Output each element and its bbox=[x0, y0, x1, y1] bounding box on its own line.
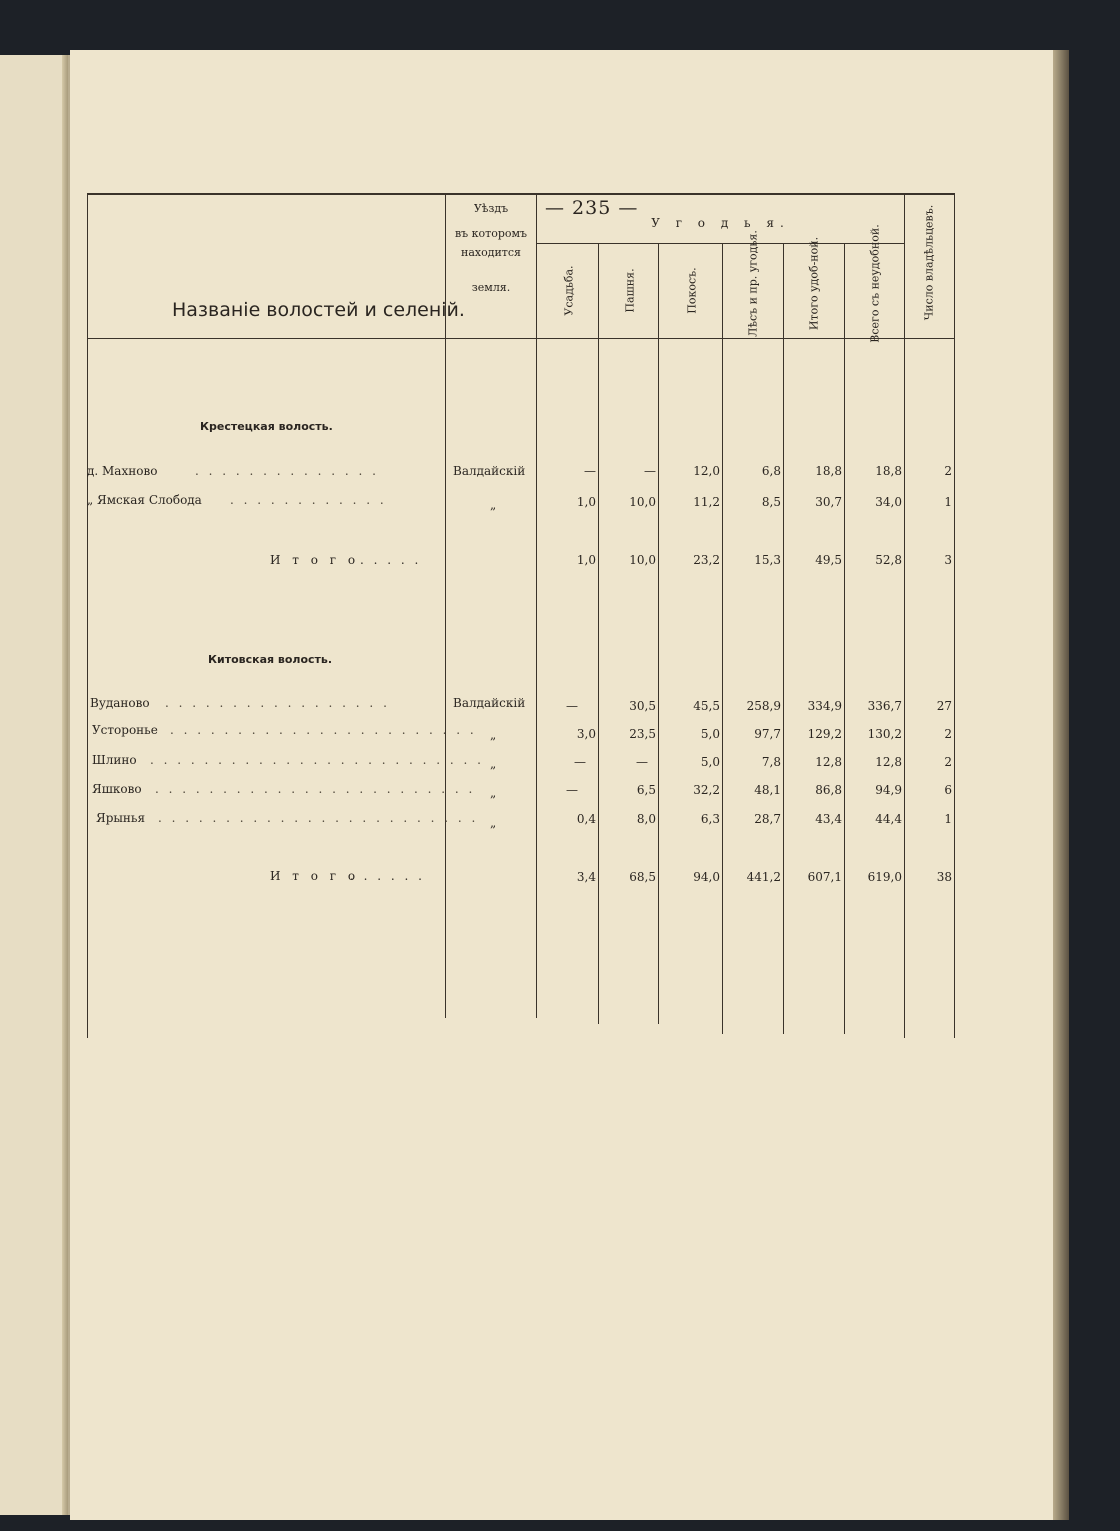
page-number: — 235 — bbox=[545, 197, 639, 219]
col-header-pokos: Покосъ. bbox=[685, 267, 699, 314]
itogo-udobnoi-cell: 86,8 bbox=[815, 783, 842, 797]
settlement-name: Вуданово bbox=[90, 696, 150, 710]
settlement-name: Яшково bbox=[92, 782, 142, 796]
les-cell: 441,2 bbox=[746, 870, 781, 884]
dot-leader: . . . . . bbox=[360, 553, 422, 567]
left-page-edge bbox=[0, 55, 70, 1515]
pashnya-cell: — bbox=[636, 755, 648, 769]
uezd-column-header bbox=[446, 201, 536, 295]
vsego-cell: 18,8 bbox=[875, 464, 902, 478]
col-divider-uezd bbox=[536, 193, 537, 1018]
itogo-udobnoi-cell: 607,1 bbox=[807, 870, 842, 884]
chislo-cell: 2 bbox=[944, 755, 952, 769]
total-label: И т о г о bbox=[270, 869, 360, 883]
col-divider-4 bbox=[783, 244, 784, 1034]
usadba-cell: — bbox=[566, 699, 578, 713]
vsego-cell: 130,2 bbox=[867, 727, 902, 741]
col-header-les: Лѣсъ и пр. угодья. bbox=[746, 230, 760, 337]
pokos-cell: 5,0 bbox=[700, 727, 720, 741]
itogo-udobnoi-cell: 18,8 bbox=[815, 464, 842, 478]
left-page-fold bbox=[62, 55, 68, 1515]
pokos-cell: 12,0 bbox=[693, 464, 720, 478]
ugodya-title-underline bbox=[536, 243, 904, 244]
right-page-edge bbox=[1053, 50, 1069, 1520]
table-top-border bbox=[87, 193, 954, 195]
pokos-cell: 45,5 bbox=[693, 699, 720, 713]
name-column-header: Названіе волостей и селеній. bbox=[172, 299, 465, 321]
chislo-cell: 38 bbox=[936, 870, 952, 884]
les-cell: 97,7 bbox=[754, 727, 781, 741]
pokos-cell: 32,2 bbox=[693, 783, 720, 797]
settlement-name: Устороньe bbox=[92, 723, 158, 737]
uezd-header-line-1: Уѣздъ bbox=[473, 202, 509, 215]
section-title: Китовская волость. bbox=[208, 653, 333, 666]
vsego-cell: 52,8 bbox=[875, 553, 902, 567]
usadba-cell: — bbox=[566, 783, 578, 797]
col-divider-7 bbox=[954, 193, 955, 1038]
vsego-cell: 336,7 bbox=[867, 699, 902, 713]
pashnya-cell: — bbox=[644, 464, 656, 478]
col-divider-3 bbox=[722, 244, 723, 1034]
pokos-cell: 6,3 bbox=[700, 812, 720, 826]
uezd-cell: Валдайскій bbox=[453, 464, 526, 478]
uezd-header-line-4: земля. bbox=[471, 281, 511, 294]
col-header-vsego: Всего съ неудобной. bbox=[868, 224, 882, 343]
dot-leader: . . . . . . . . . . . . . . bbox=[195, 464, 379, 478]
pokos-cell: 11,2 bbox=[693, 495, 720, 509]
document-page bbox=[70, 50, 1053, 1520]
col-divider-6 bbox=[904, 193, 905, 1038]
col-header-pashnya: Пашня. bbox=[623, 268, 637, 313]
col-divider-2 bbox=[658, 244, 659, 1024]
pokos-cell: 23,2 bbox=[693, 553, 720, 567]
vsego-cell: 619,0 bbox=[867, 870, 902, 884]
total-label: И т о г о bbox=[270, 553, 360, 567]
vsego-cell: 12,8 bbox=[875, 755, 902, 769]
pashnya-cell: 30,5 bbox=[629, 699, 656, 713]
col-divider-1 bbox=[598, 244, 599, 1024]
les-cell: 7,8 bbox=[761, 755, 781, 769]
col-divider-5 bbox=[844, 244, 845, 1034]
chislo-cell: 2 bbox=[944, 727, 952, 741]
itogo-udobnoi-cell: 30,7 bbox=[815, 495, 842, 509]
settlement-name: Ярынья bbox=[96, 811, 146, 825]
usadba-cell: 3,0 bbox=[576, 727, 596, 741]
dot-leader: . . . . . . bbox=[350, 869, 425, 883]
dot-leader: . . . . . . . . . . . . bbox=[230, 493, 387, 507]
itogo-udobnoi-cell: 129,2 bbox=[807, 727, 842, 741]
chislo-cell: 1 bbox=[944, 495, 952, 509]
pashnya-cell: 10,0 bbox=[629, 553, 656, 567]
vsego-cell: 44,4 bbox=[875, 812, 902, 826]
pokos-cell: 94,0 bbox=[693, 870, 720, 884]
uezd-cell: „ bbox=[490, 498, 497, 512]
col-header-itogo-udobnoi: Итого удоб-ной. bbox=[807, 236, 821, 331]
vsego-cell: 34,0 bbox=[875, 495, 902, 509]
chislo-cell: 1 bbox=[944, 812, 952, 826]
uezd-header-line-3: находится bbox=[460, 246, 521, 259]
pashnya-cell: 10,0 bbox=[629, 495, 656, 509]
les-cell: 48,1 bbox=[754, 783, 781, 797]
uezd-cell: „ bbox=[490, 816, 497, 830]
uezd-cell: Валдайскій bbox=[453, 696, 526, 710]
settlement-name: „ Ямская Слобода bbox=[87, 493, 202, 507]
chislo-cell: 2 bbox=[944, 464, 952, 478]
vsego-cell: 94,9 bbox=[875, 783, 902, 797]
section-title: Крестецкая волость. bbox=[200, 420, 333, 433]
chislo-cell: 3 bbox=[944, 553, 952, 567]
col-header-usadba: Усадьба. bbox=[562, 265, 576, 316]
usadba-cell: — bbox=[584, 464, 596, 478]
usadba-cell: 1,0 bbox=[576, 553, 596, 567]
settlement-name: Шлино bbox=[92, 753, 137, 767]
dot-leader: . . . . . . . . . . . . . . . . . . . . . . . . . bbox=[150, 753, 484, 767]
pokos-cell: 5,0 bbox=[700, 755, 720, 769]
settlement-name: д. Махново bbox=[87, 464, 158, 478]
itogo-udobnoi-cell: 334,9 bbox=[807, 699, 842, 713]
col-header-chislo-vladelcev: Число владѣльцевъ. bbox=[922, 204, 936, 321]
uezd-cell: „ bbox=[490, 786, 497, 800]
itogo-udobnoi-cell: 43,4 bbox=[815, 812, 842, 826]
ugodya-header: У г о д ь я. bbox=[651, 216, 790, 230]
pashnya-cell: 6,5 bbox=[636, 783, 656, 797]
pashnya-cell: 8,0 bbox=[636, 812, 656, 826]
uezd-cell: „ bbox=[490, 728, 497, 742]
uezd-cell: „ bbox=[490, 757, 497, 771]
dot-leader: . . . . . . . . . . . . . . . . . . . . . . . . bbox=[158, 811, 479, 825]
usadba-cell: 1,0 bbox=[576, 495, 596, 509]
chislo-cell: 6 bbox=[944, 783, 952, 797]
les-cell: 6,8 bbox=[761, 464, 781, 478]
table-left-border bbox=[87, 193, 88, 1038]
uezd-header-line-2: въ которомъ bbox=[454, 227, 528, 240]
les-cell: 258,9 bbox=[746, 699, 781, 713]
pashnya-cell: 68,5 bbox=[629, 870, 656, 884]
pashnya-cell: 23,5 bbox=[629, 727, 656, 741]
les-cell: 8,5 bbox=[761, 495, 781, 509]
usadba-cell: 3,4 bbox=[576, 870, 596, 884]
table-header-bottom-border bbox=[87, 338, 954, 339]
chislo-cell: 27 bbox=[936, 699, 952, 713]
itogo-udobnoi-cell: 49,5 bbox=[815, 553, 842, 567]
usadba-cell: — bbox=[574, 755, 586, 769]
dot-leader: . . . . . . . . . . . . . . . . . bbox=[165, 696, 390, 710]
usadba-cell: 0,4 bbox=[576, 812, 596, 826]
dot-leader: . . . . . . . . . . . . . . . . . . . . . . . . bbox=[155, 782, 476, 796]
itogo-udobnoi-cell: 12,8 bbox=[815, 755, 842, 769]
les-cell: 15,3 bbox=[754, 553, 781, 567]
dot-leader: . . . . . . . . . . . . . . . . . . . . . . . bbox=[170, 723, 477, 737]
les-cell: 28,7 bbox=[754, 812, 781, 826]
